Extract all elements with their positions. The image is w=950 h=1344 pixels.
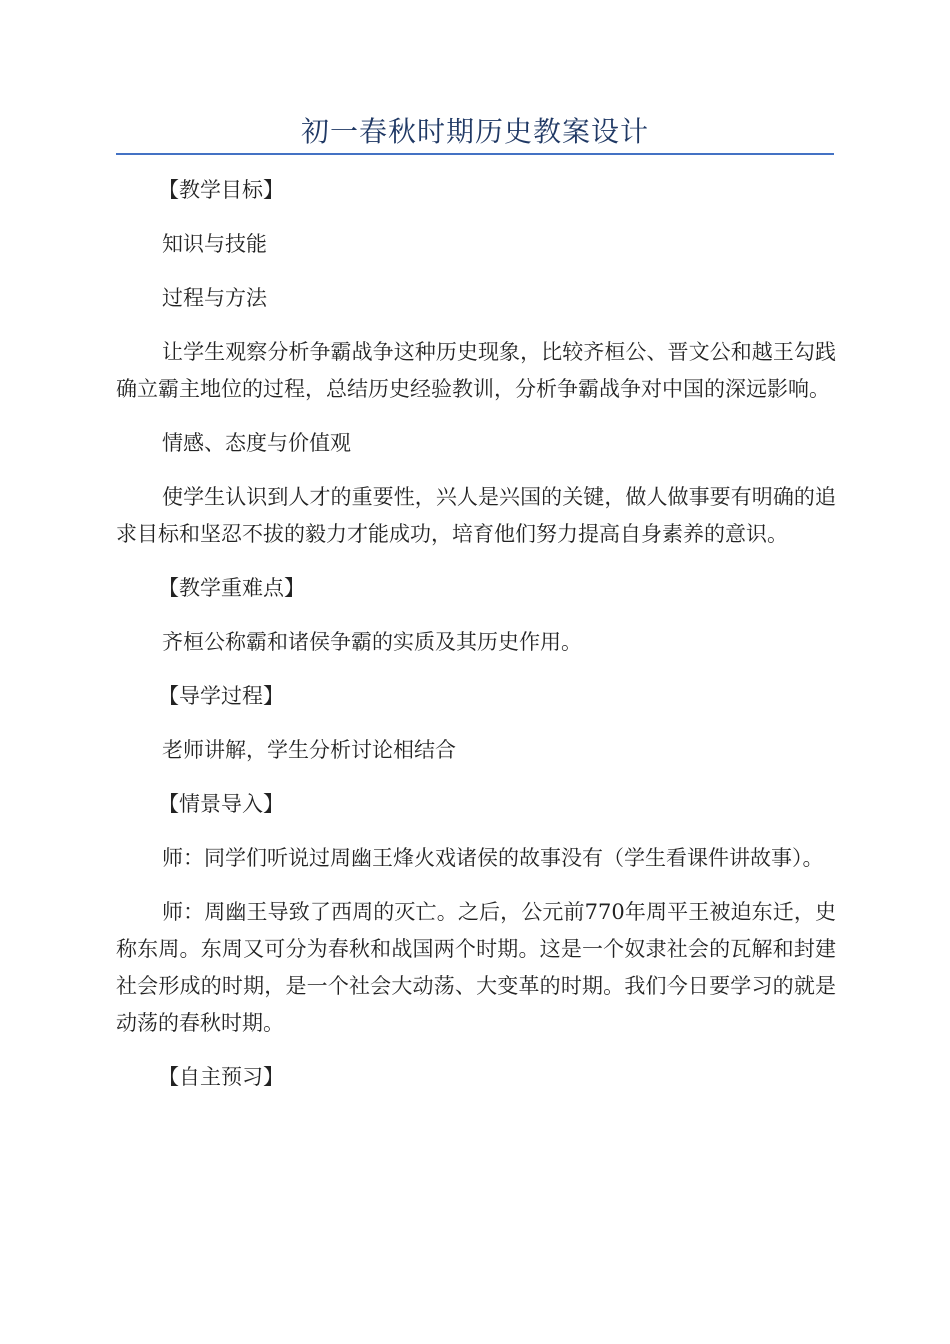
title-underline (116, 153, 834, 155)
paragraph-knowledge-skills: 知识与技能 (162, 232, 267, 256)
document-body (116, 172, 836, 1113)
paragraph-teacher-question: 师：同学们听说过周幽王烽火戏诸侯的故事没有（学生看课件讲故事）。 (162, 846, 824, 870)
paragraph-process-methods: 过程与方法 (162, 286, 267, 310)
document-title: 初一春秋时期历史教案设计 (300, 115, 649, 148)
section-heading-self-study: 【自主预习】 (158, 1065, 284, 1089)
paragraph-guided-process: 老师讲解，学生分析讨论相结合 (162, 738, 456, 762)
paragraph-process-detail: 让学生观察分析争霸战争这种历史现象，比较齐桓公、晋文公和越王勾践确立霸主地位的过程，总结历史经验教训，分析争霸战争对中国的深远影响。 (116, 340, 836, 401)
section-heading-key-points: 【教学重难点】 (158, 576, 305, 600)
section-heading-guided-process: 【导学过程】 (158, 684, 284, 708)
section-heading-scenario-intro: 【情景导入】 (158, 792, 284, 816)
paragraph-emotion-values: 情感、态度与价值观 (162, 431, 351, 455)
paragraph-key-points: 齐桓公称霸和诸侯争霸的实质及其历史作用。 (162, 630, 582, 654)
paragraph-emotion-detail: 使学生认识到人才的重要性，兴人是兴国的关键，做人做事要有明确的追求目标和坚忍不拔的毅力才能成功，培育他们努力提高自身素养的意识。 (116, 485, 836, 546)
section-heading-teaching-goals: 【教学目标】 (158, 178, 284, 202)
paragraph-teacher-explanation: 师：周幽王导致了西周的灭亡。之后，公元前770年周平王被迫东迁，史称东周。东周又可分为春秋和战国两个时期。这是一个奴隶社会的瓦解和封建社会形成的时期，是一个社会大动荡、大变革的时期。我们今日要学习的就是动荡的春秋时期。 (116, 900, 836, 1035)
